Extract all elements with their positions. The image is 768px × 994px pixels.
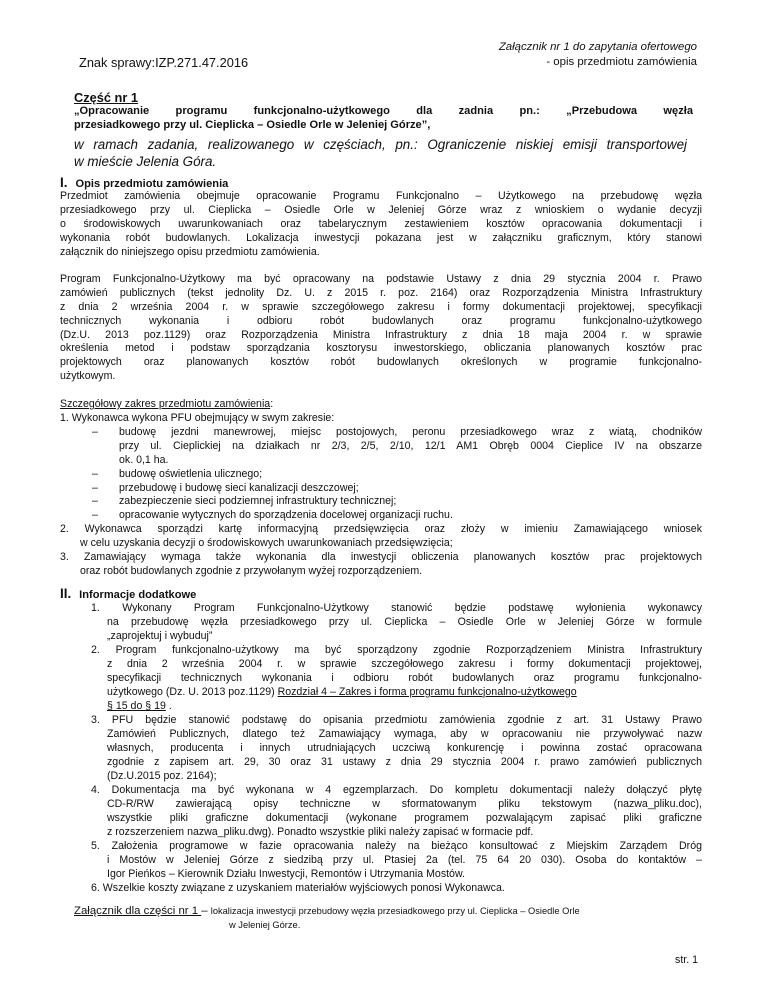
dash-mark: – — [92, 467, 98, 480]
attachment-text-2: w Jeleniej Górze. — [229, 920, 301, 930]
dash-mark: – — [92, 481, 98, 494]
section-1-paragraph-1 — [60, 190, 702, 259]
attachment-dash: – — [201, 905, 211, 917]
section-1-title: Opis przedmiotu zamówienia — [75, 178, 229, 190]
scope-colon: : — [270, 398, 274, 410]
section-1-numeral: I. — [60, 175, 68, 190]
dash-mark: – — [92, 495, 98, 508]
dash-item — [60, 468, 702, 482]
text-segment: . — [165, 699, 172, 712]
text-segment: użytkowego (Dz. U. 2013 poz.1129) — [107, 685, 278, 698]
attachment-note — [74, 905, 580, 917]
paragraph-reference: § 15 do § 19 — [107, 699, 166, 712]
dash-text: budowę jezdni manewrowej, miejsc postojowych, peronu przesiadkowego wraz z wiatą, chodników — [119, 426, 702, 438]
text-line: określenia metod i podstaw sporządzania kosztorysu inwestorskiego, obliczania planowanych kosztów prac — [60, 342, 702, 355]
text-line: z rozszerzeniem nazwa_pliku.dwg). Ponadto wszystkie pliki należy zapisać w formacie pdf. — [107, 825, 534, 838]
text-line: „zaprojektuj i wybuduj” — [107, 629, 213, 642]
section-2-numeral: II. — [60, 586, 72, 601]
section-2-item-2 — [91, 644, 702, 713]
text-line: 1. Wykonany Program Funkcjonalno-Użytkowy stanowić będzie podstawę wyłonienia wykonawcy — [91, 602, 702, 614]
text-line: zamówień publicznych (tekst jednolity Dz. U. z 2015 r. poz. 2164) oraz Rozporządzenia Ministra Infrastruktury — [60, 286, 702, 299]
scope-item-1: 1. Wykonawca wykona PFU obejmujący w swym zakresie: — [60, 411, 335, 424]
section-1-heading — [60, 175, 228, 190]
text-line: przesiadkowego przy ul. Cieplicka – Osiedle Orle w Jeleniej Górze wraz z wnioskiem o wydanie decyzji — [60, 203, 702, 216]
section-1-paragraph-2 — [60, 273, 702, 384]
dash-item — [60, 426, 702, 440]
task-title-line2: przesiadkowego przy ul. Cieplicka – Osiedle Orle w Jeleniej Górze”, — [74, 119, 431, 131]
text-line: Program Funkcjonalno-Użytkowy ma być opracowany na podstawie Ustawy z dnia 29 stycznia 2004 r. Prawo — [60, 273, 702, 285]
attachment-text-1: lokalizacja inwestycji przebudowy węzła przesiadkowego przy ul. Cieplicka – Osiedle Orle — [210, 906, 580, 916]
text-line: 4. Dokumentacja ma być wykonana w 4 egzemplarzach. Do kompletu dokumentacji należy dołączyć płytę — [91, 784, 702, 796]
text-line: i Mostów w Jeleniej Górze z siedzibą przy ul. Ptasiej 2a (tel. 75 64 20 030). Osoba do kontaktów – — [107, 853, 702, 866]
program-line2: w mieście Jelenia Góra. — [74, 154, 217, 169]
task-title-line1: „Opracowanie programu funkcjonalno-użytkowego dla zadnia pn.: „Przebudowa węzła — [74, 105, 693, 117]
dash-text: ok. 0,1 ha. — [119, 453, 169, 466]
section-2-item-6 — [91, 882, 702, 896]
regulation-reference: Rozdział 4 – Zakres i forma programu funkcjonalno-użytkowego — [277, 685, 577, 698]
scope-item-2-line2: w celu uzyskania decyzji o środowiskowych uwarunkowaniach przedsięwzięcia; — [80, 536, 453, 549]
text-line: 5. Założenia programowe w fazie opracowania należy na bieżąco konsultować z Miejskim Zarządem Dróg — [91, 840, 702, 852]
section-2-item-1 — [91, 602, 702, 644]
text-line: projektowych oraz planowanych kosztów robót budowlanych określonych w programie funkcjonalno- — [60, 356, 702, 369]
section-2-heading — [60, 586, 196, 601]
scope-section — [60, 398, 702, 426]
section-2-title: Informacje dodatkowe — [79, 589, 197, 601]
program-line1: w ramach zadania, realizowanego w częściach, pn.: Ograniczenie niskiej emisji transportowej — [74, 137, 687, 152]
scope-dash-list — [60, 426, 702, 523]
text-line: na przebudowę węzła przesiadkowego przy ul. Cieplicka – Osiedle Orle w Jeleniej Górze w formule — [107, 615, 702, 628]
text-line: 3. PFU będzie stanowić podstawę do opisania przedmiotu zamówienia zgodnie z art. 31 Ustawy Prawo — [91, 714, 702, 726]
text-line: Igor Pieńkos – Kierownik Działu Inwestycji, Remontów i Utrzymania Mostów. — [107, 867, 465, 880]
dash-item — [60, 440, 702, 454]
dash-text: zabezpieczenie sieci podziemnej infrastruktury technicznej; — [119, 495, 397, 508]
page-number: str. 1 — [675, 954, 698, 966]
text-line: technicznych wykonania i odbioru robót budowlanych oraz programu funkcjonalno-użytkowego — [60, 314, 702, 327]
section-2-item-3 — [91, 714, 702, 783]
dash-text: budowę oświetlenia ulicznego; — [119, 467, 263, 480]
attachment-header-line2: - opis przedmiotu zamówienia — [546, 56, 697, 68]
scope-heading — [60, 398, 702, 412]
dash-item — [60, 482, 702, 496]
text-line: o środowiskowych uwarunkowaniach oraz tabelarycznym zestawieniem kosztów opracowania dokumentacji i — [60, 217, 702, 230]
scope-items-2-3 — [60, 523, 702, 579]
section-2-item-4 — [91, 784, 702, 840]
scope-item-3-line1: 3. Zamawiający wymaga także wykonania dla inwestycji obliczenia planowanych kosztów prac projektowych — [60, 550, 702, 563]
text-line: (Dz.U. 2013 poz.1129) oraz Rozporządzenia Ministra Infrastruktury z dnia 18 maja 2004 r. w sprawie — [60, 328, 702, 341]
text-line: Przedmiot zamówienia obejmuje opracowanie Programu Funkcjonalno – Użytkowego na przebudowę węzła — [60, 190, 702, 202]
part-heading: Część nr 1 — [74, 90, 139, 105]
attachment-label: Załącznik dla części nr 1 — [74, 905, 202, 917]
text-line: własnych, producenta i innych utrudniających uczciwą konkurencję i powinna zostać opracowana — [107, 741, 702, 754]
text-line: specyfikacji technicznych wykonania i odbioru robót budowlanych oraz programu funkcjonalno- — [107, 671, 702, 684]
dash-text: opracowanie wytycznych do sporządzenia docelowej organizacji ruchu. — [119, 509, 453, 522]
dash-item — [60, 509, 702, 523]
text-line: wszystkie pliki graficzne dokumentacji (wykonane programem pozwalającym zapisać pliki graficzne — [107, 811, 702, 824]
text-line: 6. Wszelkie koszty związane z uzyskaniem materiałów wyjściowych ponosi Wykonawca. — [91, 882, 505, 894]
scope-item-3-line2: oraz robót budowlanych zgodnie z przywołanym wyżej rozporządzeniem. — [80, 564, 423, 577]
text-line: zgodnie z zapisem art. 29, 30 oraz 31 ustawy z dnia 29 stycznia 2004 r. prawo zamówień publicznych — [107, 755, 702, 768]
text-line: użytkowym. — [60, 370, 116, 383]
dash-mark: – — [92, 426, 98, 438]
text-line: CD-R/RW zawierającą opisy techniczne w sformatowanym pliku tekstowym (nazwa_pliku.doc), — [107, 797, 702, 810]
text-line — [91, 686, 702, 700]
scope-item-2-line1: 2. Wykonawca sporządzi kartę informacyjną przedsięwzięcia oraz złoży w imieniu Zamawiającego wniosek — [60, 523, 702, 535]
text-line: 2. Program funkcjonalno-użytkowy ma być sporządzony zgodnie Rozporządzeniem Ministra Infrastruktury — [91, 644, 702, 656]
text-line: (Dz.U.2015 poz. 2164); — [107, 769, 217, 782]
text-line: z dnia 2 września 2004 r. w sprawie szczegółowego zakresu i formy dokumentacji projektowej, specyfikacji — [60, 300, 702, 313]
dash-mark: – — [92, 509, 98, 522]
text-line — [91, 700, 702, 714]
dash-item — [60, 495, 702, 509]
dash-text: przy ul. Cieplickiej na działkach nr 2/3, 2/5, 2/10, 12/1 AM1 Obręb 0004 Cieplice IV na obszarze — [119, 439, 702, 452]
attachment-header-line1: Załącznik nr 1 do zapytania ofertowego — [498, 41, 697, 53]
text-line: Zamówień Publicznych, dlatego też Zamawiający wymaga, aby w opracowaniu nie przywoływać nazw — [107, 727, 702, 740]
text-line: załącznik do niniejszego opisu przedmiotu zamówienia. — [60, 245, 320, 258]
dash-text: przebudowę i budowę sieci kanalizacji deszczowej; — [119, 481, 359, 494]
section-2-item-5 — [91, 840, 702, 882]
text-line: wykonania robót budowlanych. Lokalizacja inwestycji pokazana jest w załączniku graficznym, który stanowi — [60, 231, 702, 244]
dash-item — [60, 454, 702, 468]
text-line: z dnia 2 września 2004 r. w sprawie szczegółowego zakresu i formy dokumentacji projektowej, — [107, 657, 702, 670]
scope-label: Szczegółowy zakres przedmiotu zamówienia — [60, 398, 271, 410]
case-number: Znak sprawy:IZP.271.47.2016 — [79, 55, 249, 70]
